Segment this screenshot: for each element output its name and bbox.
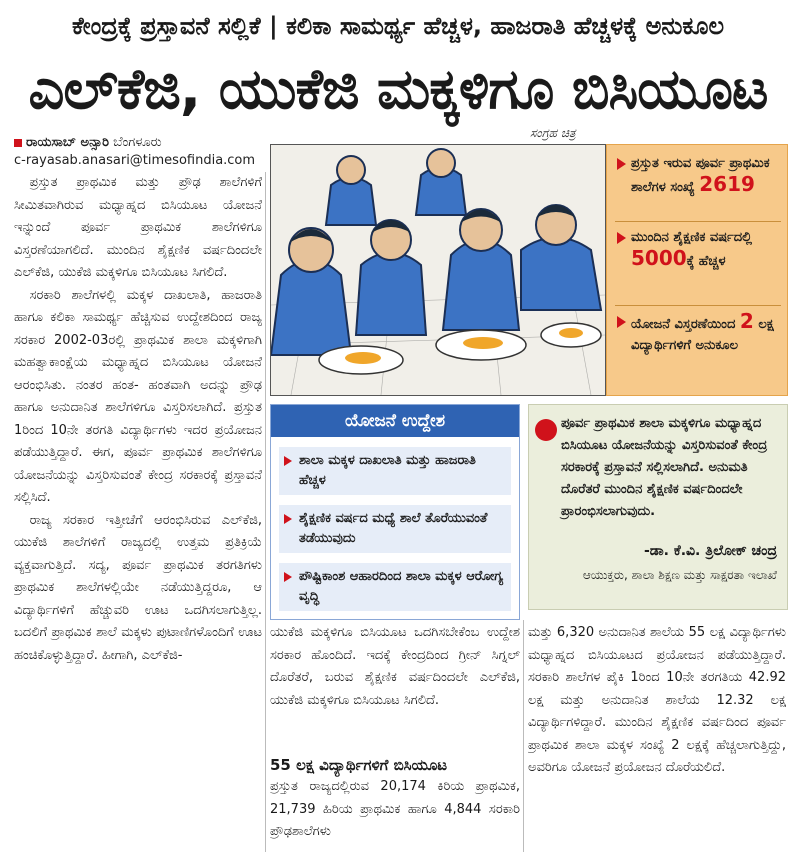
objective-item	[279, 505, 511, 553]
photo-credit: ಸಂಗ್ರಹ ಚಿತ್ರ	[530, 126, 576, 140]
official-quote-box	[528, 404, 788, 610]
main-headline: ಎಲ್‌ಕೆಜಿ, ಯುಕೆಜಿ ಮಕ್ಕಳಿಗೂ ಬಿಸಿಯೂಟ	[28, 57, 768, 122]
fact-number: 2619	[699, 172, 755, 196]
fact-item	[615, 153, 781, 198]
paragraph: ಪ್ರಸ್ತುತ ರಾಜ್ಯದಲ್ಲಿರುವ 20,174 ಕಿರಿಯ ಪ್ರಾಥಮಿಕ, 21,739 ಹಿರಿಯ ಪ್ರಾಥಮಿಕ ಹಾಗೂ 4,844 ಸರಕಾರಿ ಪ್ರೌಢಶಾಲೆಗಳು	[270, 779, 520, 839]
article-column-1	[14, 172, 262, 852]
triangle-bullet-icon	[617, 158, 626, 170]
objectives-title: ಯೋಜನೆ ಉದ್ದೇಶ	[271, 405, 519, 437]
fact-text: ಮುಂದಿನ ಶೈಕ್ಷಣಿಕ ವರ್ಷದಲ್ಲಿ	[631, 230, 753, 245]
red-dot-icon	[535, 419, 557, 441]
byline-city: ಬೆಂಗಳೂರು	[113, 135, 162, 150]
column-rule	[523, 620, 524, 852]
fact-text: ಪ್ರಸ್ತುತ ಇರುವ ಪೂರ್ವ ಪ್ರಾಥಮಿಕ ಶಾಲೆಗಳ ಸಂಖ್ಯೆ	[631, 156, 770, 195]
fact-suffix: ಕ್ಕೆ ಹೆಚ್ಚಳ	[686, 254, 726, 269]
paragraph: ಪ್ರಸ್ತುತ ಪ್ರಾಥಮಿಕ ಮತ್ತು ಪ್ರೌಢ ಶಾಲೆಗಳಿಗೆ ಸೀಮಿತವಾಗಿರುವ ಮಧ್ಯಾಹ್ನದ ಬಿಸಿಯೂಟ ಯೋಜನೆ ಇನ್ನುಂದೆ ಪೂರ್ವ ಪ್ರಾಥಮಿಕ ಶಾಲೆಗಳಿಗೂ ವಿಸ್ತರಣೆಯಾಗಲಿದೆ. ಮುಂದಿನ ಶೈಕ್ಷಣಿಕ ವರ್ಷದಿಂದಲೇ ಎಲ್‌ಕೆಜಿ, ಯುಕೆಜಿ ಮಕ್ಕಳಿಗೂ ಬಿಸಿಯೂಟ ಸಿಗಲಿದೆ.	[14, 175, 262, 280]
triangle-bullet-icon	[284, 456, 292, 466]
triangle-bullet-icon	[617, 316, 626, 328]
quote-author-role: ಆಯುಕ್ತರು, ಶಾಲಾ ಶಿಕ್ಷಣ ಮತ್ತು ಸಾಕ್ಷರತಾ ಇಲಾಖೆ	[582, 568, 777, 582]
author-name: ರಾಯಸಾಬ್ ಅನ್ಸಾರಿ	[26, 135, 109, 150]
objective-text: ಶಾಲಾ ಮಕ್ಕಳ ದಾಖಲಾತಿ ಮತ್ತು ಹಾಜರಾತಿ ಹೆಚ್ಚಳ	[299, 453, 476, 488]
fact-item	[615, 227, 781, 272]
fact-number: 5000	[631, 246, 687, 270]
fact-box	[606, 144, 788, 396]
fact-suffix: ಲಕ್ಷ ವಿದ್ಯಾರ್ಥಿಗಳಿಗೆ ಅನುಕೂಲ	[631, 317, 774, 353]
article-column-2-continued	[270, 776, 520, 854]
fact-number: 2	[739, 309, 754, 333]
byline-bullet-icon	[14, 139, 22, 147]
objective-item	[279, 563, 511, 611]
quote-text: ಪೂರ್ವ ಪ್ರಾಥಮಿಕ ಶಾಲಾ ಮಕ್ಕಳಿಗೂ ಮಧ್ಯಾಹ್ನದ ಬಿಸಿಯೂಟ ಯೋಜನೆಯನ್ನು ವಿಸ್ತರಿಸುವಂತೆ ಕೇಂದ್ರ ಸರಕಾರಕ್ಕೆ ಪ್ರಸ್ತಾವನೆ ಸಲ್ಲಿಸಲಾಗಿದೆ. ಅನುಮತಿ ದೊರೆತರೆ ಮುಂದಿನ ಶೈಕ್ಷಣಿಕ ವರ್ಷದಿಂದಲೇ ಪ್ರಾರಂಭಿಸಲಾಗುವುದು.	[561, 416, 768, 519]
fact-text: ಯೋಜನೆ ವಿಸ್ತರಣೆಯಿಂದ	[631, 317, 736, 332]
article-column-3	[528, 622, 786, 854]
paragraph: ಮತ್ತು 6,320 ಅನುದಾನಿತ ಶಾಲೆಯ 55 ಲಕ್ಷ ವಿದ್ಯಾರ್ಥಿಗಳು ಮಧ್ಯಾಹ್ನದ ಬಿಸಿಯೂಟದ ಪ್ರಯೋಜನ ಪಡೆಯುತ್ತಿದ್ದಾರೆ. ಸರಕಾರಿ ಶಾಲೆಗಳ ಪೈಕಿ 1ರಿಂದ 10ನೇ ತರಗತಿಯ 42.92 ಲಕ್ಷ ಮತ್ತು ಅನುದಾನಿತ ಶಾಲೆಯ 12.32 ಲಕ್ಷ ವಿದ್ಯಾರ್ಥಿಗಳಿದ್ದಾರೆ. ಮುಂದಿನ ಶೈಕ್ಷಣಿಕ ವರ್ಷದಿಂದ ಪೂರ್ವ ಪ್ರಾಥಮಿಕ ಶಾಲಾ ಮಕ್ಕಳ ಸಂಖ್ಯೆ 2 ಲಕ್ಷಕ್ಕೆ ಹೆಚ್ಚಲಾಗುತ್ತಿದ್ದು, ಅವರಿಗೂ ಯೋಜನೆ ಪ್ರಯೋಜನ ದೊರೆಯಲಿದೆ.	[528, 625, 786, 775]
fact-divider	[615, 305, 781, 306]
objective-item	[279, 447, 511, 495]
objective-text: ಶೈಕ್ಷಣಿಕ ವರ್ಷದ ಮಧ್ಯೆ ಶಾಲೆ ತೊರೆಯುವಂತೆ ತಡೆಯುವುದು	[299, 511, 488, 546]
objectives-box	[270, 404, 520, 620]
byline	[14, 134, 264, 152]
paragraph: ರಾಜ್ಯ ಸರಕಾರ ಇತ್ತೀಚೆಗೆ ಆರಂಭಿಸಿರುವ ಎಲ್‌ಕೆಜಿ, ಯುಕೆಜಿ ಶಾಲೆಗಳಿಗೆ ರಾಜ್ಯದಲ್ಲಿ ಉತ್ತಮ ಪ್ರತಿಕ್ರಿಯೆ ವ್ಯಕ್ತವಾಗುತ್ತಿದೆ. ಸದ್ಯ, ಪೂರ್ವ ಪ್ರಾಥಮಿಕ ತರಗತಿಗಳು ಪ್ರಾಥಮಿಕ ಶಾಲೆಗಳಲ್ಲಿಯೇ ನಡೆಯುತ್ತಿದ್ದರೂ, ಆ ವಿದ್ಯಾರ್ಥಿಗಳಿಗೆ ಹೆಚ್ಚುವರಿ ಊಟ ಒದಗಿಸಲಾಗುತ್ತಿಲ್ಲ. ಬದಲಿಗೆ ಪ್ರಾಥಮಿಕ ಶಾಲೆ ಮಕ್ಕಳು ಪುಟಾಣಿಗಳೊಂದಿಗೆ ಊಟ ಹಂಚಿಕೊಳ್ಳುತ್ತಿದ್ದಾರೆ. ಹೀಗಾಗಿ, ಎಲ್‌ಕೆಜಿ-	[14, 512, 262, 663]
kicker-headline: ಕೇಂದ್ರಕ್ಕೆ ಪ್ರಸ್ತಾವನೆ ಸಲ್ಲಿಕೆ | ಕಲಿಕಾ ಸಾಮರ್ಥ್ಯ ಹೆಚ್ಚಳ, ಹಾಜರಾತಿ ಹೆಚ್ಚಳಕ್ಕೆ ಅನುಕೂಲ	[71, 12, 725, 40]
triangle-bullet-icon	[284, 514, 292, 524]
article-column-2	[270, 622, 520, 752]
column-rule	[265, 172, 266, 852]
quote-author: -ಡಾ. ಕೆ.ವಿ. ತ್ರಿಲೋಕ್ ಚಂದ್ರ	[643, 543, 777, 559]
section-subhead: 55 ಲಕ್ಷ ವಿದ್ಯಾರ್ಥಿಗಳಿಗೆ ಬಿಸಿಯೂಟ	[270, 756, 448, 774]
objective-text: ಪೌಷ್ಟಿಕಾಂಶ ಆಹಾರದಿಂದ ಶಾಲಾ ಮಕ್ಕಳ ಆರೋಗ್ಯ ವೃದ್ಧಿ	[299, 569, 504, 604]
triangle-bullet-icon	[284, 572, 292, 582]
fact-item	[615, 311, 781, 356]
paragraph: ಸರಕಾರಿ ಶಾಲೆಗಳಲ್ಲಿ ಮಕ್ಕಳ ದಾಖಲಾತಿ, ಹಾಜರಾತಿ ಹಾಗೂ ಕಲಿಕಾ ಸಾಮರ್ಥ್ಯ ಹೆಚ್ಚಿಸುವ ಉದ್ದೇಶದಿಂದ ರಾಜ್ಯ ಸರಕಾರ 2002-03ರಲ್ಲಿ ಪ್ರಾಥಮಿಕ ಶಾಲಾ ಮಕ್ಕಳಿಗಾಗಿ ಮಹತ್ವಾಕಾಂಕ್ಷೆಯ ಮಧ್ಯಾಹ್ನದ ಬಿಸಿಯೂಟ ಯೋಜನೆ ಆರಂಭಿಸಿತು. ನಂತರ ಹಂತ- ಹಂತವಾಗಿ ಅದನ್ನು ಪ್ರೌಢ ಹಾಗೂ ಅನುದಾನಿತ ಶಾಲೆಗಳಿಗೂ ವಿಸ್ತರಿಸಲಾಗಿದೆ. ಪ್ರಸ್ತುತ 1ರಿಂದ 10ನೇ ತರಗತಿ ವಿದ್ಯಾರ್ಥಿಗಳು ಇದರ ಪ್ರಯೋಜನ ಪಡೆಯುತ್ತಿದ್ದಾರೆ. ಈಗ, ಪೂರ್ವ ಪ್ರಾಥಮಿಕ ಶಾಲೆಗಳಿಗೂ ಯೋಜನೆಯನ್ನು ವಿಸ್ತರಿಸುವಂತೆ ಕೇಂದ್ರ ಸರಕಾರಕ್ಕೆ ಪ್ರಸ್ತಾವನೆ ಸಲ್ಲಿಸಿದೆ.	[14, 287, 262, 505]
author-email: c-rayasab.anasari@timesofindia.com	[14, 153, 256, 168]
paragraph: ಯುಕೆಜಿ ಮಕ್ಕಳಿಗೂ ಬಿಸಿಯೂಟ ಒದಗಿಸಬೇಕೆಂಬ ಉದ್ದೇಶ ಸರಕಾರ ಹೊಂದಿದೆ. ಇದಕ್ಕೆ ಕೇಂದ್ರದಿಂದ ಗ್ರೀನ್ ಸಿಗ್ನಲ್ ದೊರೆತರೆ, ಬರುವ ಶೈಕ್ಷಣಿಕ ವರ್ಷದಿಂದಲೇ ಎಲ್‌ಕೆಜಿ, ಯುಕೆಜಿ ಮಕ್ಕಳಿಗೂ ಬಿಸಿಯೂಟ ಸಿಗಲಿದೆ.	[270, 625, 520, 708]
children-eating-illustration	[270, 144, 606, 396]
triangle-bullet-icon	[617, 232, 626, 244]
fact-divider	[615, 221, 781, 222]
